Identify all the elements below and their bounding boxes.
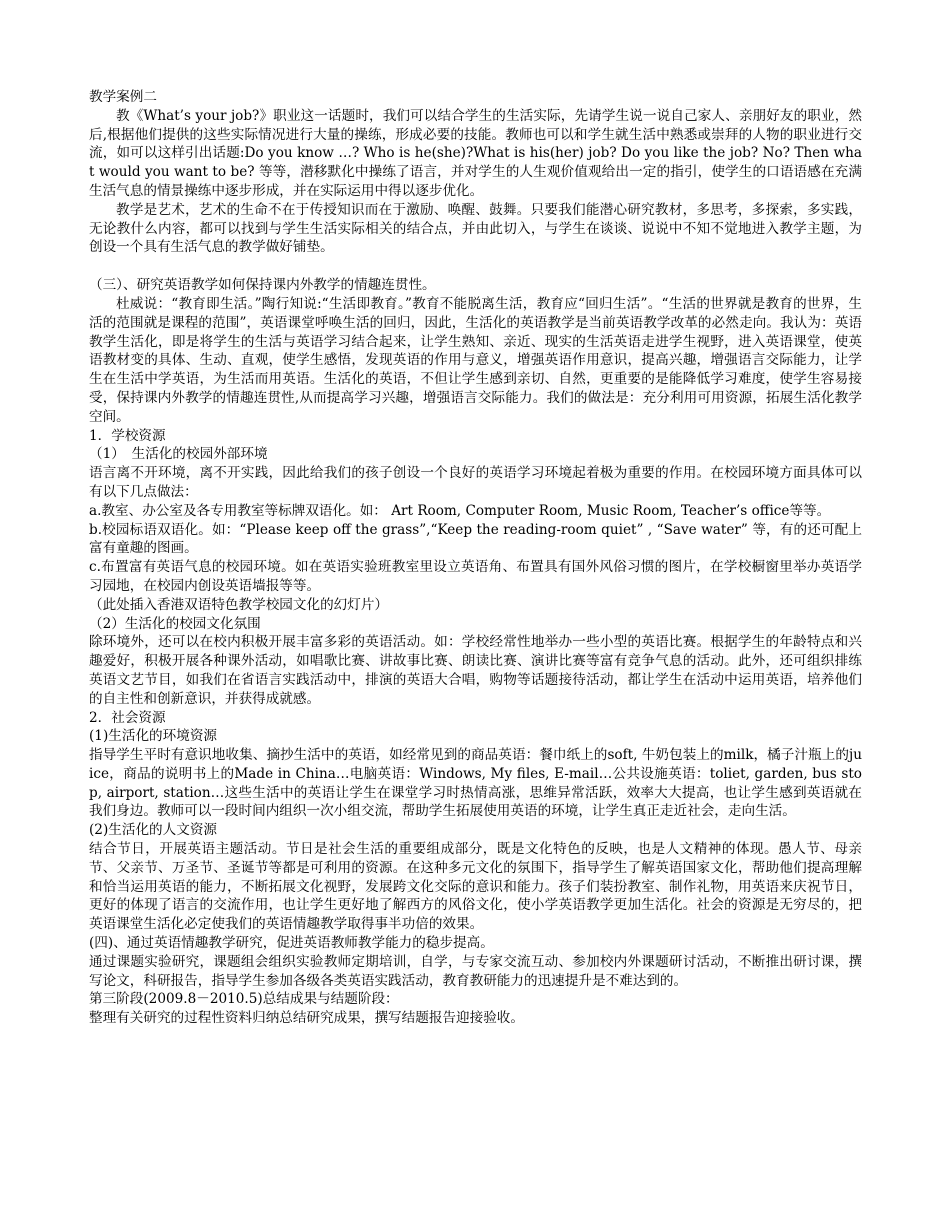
slide-note: （此处插入香港双语特色教学校园文化的幻灯片） (89, 596, 389, 613)
paragraph-environment: 语言离不开环境，离不开实践，因此给我们的孩子创设一个良好的英语学习环境起着极为重要的作用。在校园环境方面具体可以有以下几点做法： (89, 465, 862, 500)
paragraph-job-example: 教《What’s your job?》职业这一话题时，我们可以结合学生的生活实际，先请学生说一说自己家人、亲朋好友的职业，然后,根据他们提供的这些实际情况进行大量的操练，形成必要的技能。教师也可以和学生就生活中熟悉或崇拜的人物的职业进行交流，如可以这样引出话题:Do you know …? Who is he(she)?What is his(her) job? Do you like the job? No? Then what would you want to be? 等等，潜移默化中操练了语言，并对学生的人生观价值观给出一定的指引，使学生的口语语感在充满生活气息的情景操练中逐步形成，并在实际运用中得以逐步优化。 (89, 107, 862, 199)
paragraph-everyday-english: 指导学生平时有意识地收集、摘抄生活中的英语，如经常见到的商品英语：餐巾纸上的soft, 牛奶包装上的milk，橘子汁瓶上的juice，商品的说明书上的Made in China…电脑英语：Windows, My files, E-mail…公共设施英语：toliet, garden, bus stop, airport, station…这些生活中的英语让学生在课堂学习时热情高涨，思维异常活跃，效率大大提高，也让学生感到英语就在我们身边。教师可以一段时间内组织一次小组交流，帮助学生拓展使用英语的环境，让学生真正走近社会，走向生活。 (89, 747, 862, 820)
section-heading-4: (四)、通过英语情趣教学研究，促进英语教师教学能力的稳步提高。 (89, 935, 494, 952)
list-item-b: b.校园标语双语化。如：“Please keep off the grass”,“Keep the reading-room quiet” , “Save water” 等，有的还可配上富有童趣的图画。 (89, 521, 862, 557)
subheading-social-resources: 2．社会资源 (89, 709, 166, 726)
paragraph-final-report: 整理有关研究的过程性资料归纳总结研究成果，撰写结题报告迎接验收。 (89, 1010, 524, 1027)
subheading-campus-environment: （1） 生活化的校园外部环境 (89, 446, 268, 463)
paragraph-research: 通过课题实验研究，课题组会组织实验教师定期培训，自学，与专家交流互动、参加校内外课题研讨活动，不断推出研讨课，撰写论文，科研报告，指导学生参加各级各类英语实践活动，教育教研能力的迅速提升是不难达到的。 (89, 953, 862, 989)
subheading-environment-resources: (1)生活化的环境资源 (89, 728, 218, 745)
list-item-a: a.教室、办公室及各专用教室等标牌双语化。如： Art Room, Computer Room, Music Room, Teacher’s office等等。 (89, 502, 831, 519)
subheading-campus-culture: （2）生活化的校园文化氛围 (89, 615, 261, 632)
list-item-c: c.布置富有英语气息的校园环境。如在英语实验班教室里设立英语角、布置具有国外风俗习惯的图片，在学校橱窗里举办英语学习园地，在校园内创设英语墙报等等。 (89, 559, 862, 594)
paragraph-teaching-art: 教学是艺术，艺术的生命不在于传授知识而在于激励、唤醒、鼓舞。只要我们能潜心研究教材，多思考，多探索，多实践，无论教什么内容，都可以找到与学生生活实际相关的结合点，并由此切入，与学生在谈谈、说说中不知不觉地进入教学主题，为创设一个具有生活气息的教学做好铺垫。 (89, 201, 862, 256)
paragraph-festivals: 结合节日，开展英语主题活动。节日是社会生活的重要组成部分，既是文化特色的反映，也是人文精神的体现。愚人节、母亲节、父亲节、万圣节、圣诞节等都是可利用的资源。在这种多元文化的氛围下，指导学生了解英语国家文化，帮助他们提高理解和恰当运用英语的能力，不断拓展文化视野，发展跨文化交际的意识和能力。孩子们装扮教室、制作礼物，用英语来庆祝节日，更好的体现了语言的交流作用，也让学生更好地了解西方的风俗文化，使小学英语教学更加生活化。社会的资源是无穷尽的，把英语课堂生活化必定使我们的英语情趣教学取得事半功倍的效果。 (89, 841, 862, 933)
paragraph-activities: 除环境外，还可以在校内积极开展丰富多彩的英语活动。如：学校经常性地举办一些小型的英语比赛。根据学生的年龄特点和兴趣爱好，积极开展各种课外活动，如唱歌比赛、讲故事比赛、朗读比赛、演讲比赛等富有竞争气息的活动。此外，还可组织排练英语文艺节目，如我们在省语言实践活动中，排演的英语大合唱，购物等话题接待活动，都让学生在活动中运用英语，培养他们的自主性和创新意识，并获得成就感。 (89, 634, 862, 707)
subheading-school-resources: 1．学校资源 (89, 427, 166, 444)
stage-three-heading: 第三阶段(2009.8－2010.5)总结成果与结题阶段： (89, 991, 399, 1008)
paragraph-dewey-quote: 杜威说：“教育即生活。”陶行知说:“生活即教育。”教育不能脱离生活，教育应“回归生活”。“生活的世界就是教育的世界，生活的范围就是课程的范围”，英语课堂呼唤生活的回归，因此，生活化的英语教学是当前英语教学改革的必然走向。我认为：英语教学生活化，即是将学生的生活与英语学习结合起来，让学生熟知、亲近、现实的生活英语走进学生视野，进入英语课堂，使英语教材变的具体、生动、直观，使学生感悟，发现英语的作用与意义，增强英语作用意识，提高兴趣，增强语言交际能力，让学生在生活中学英语，为生活而用英语。生活化的英语，不但让学生感到亲切、自然，更重要的是能降低学习难度，使学生容易接受，保持课内外教学的情趣连贯性,从而提高学习兴趣，增强语言交际能力。我们的做法是：充分利用可用资源，拓展生活化教学空间。 (89, 295, 862, 425)
section-heading-3: （三）、研究英语教学如何保持课内外教学的情趣连贯性。 (89, 277, 436, 294)
paragraph-spacer (89, 257, 862, 276)
document-title: 教学案例二 (89, 89, 157, 105)
subheading-cultural-resources: (2)生活化的人文资源 (89, 822, 218, 839)
document-body (89, 88, 862, 1028)
